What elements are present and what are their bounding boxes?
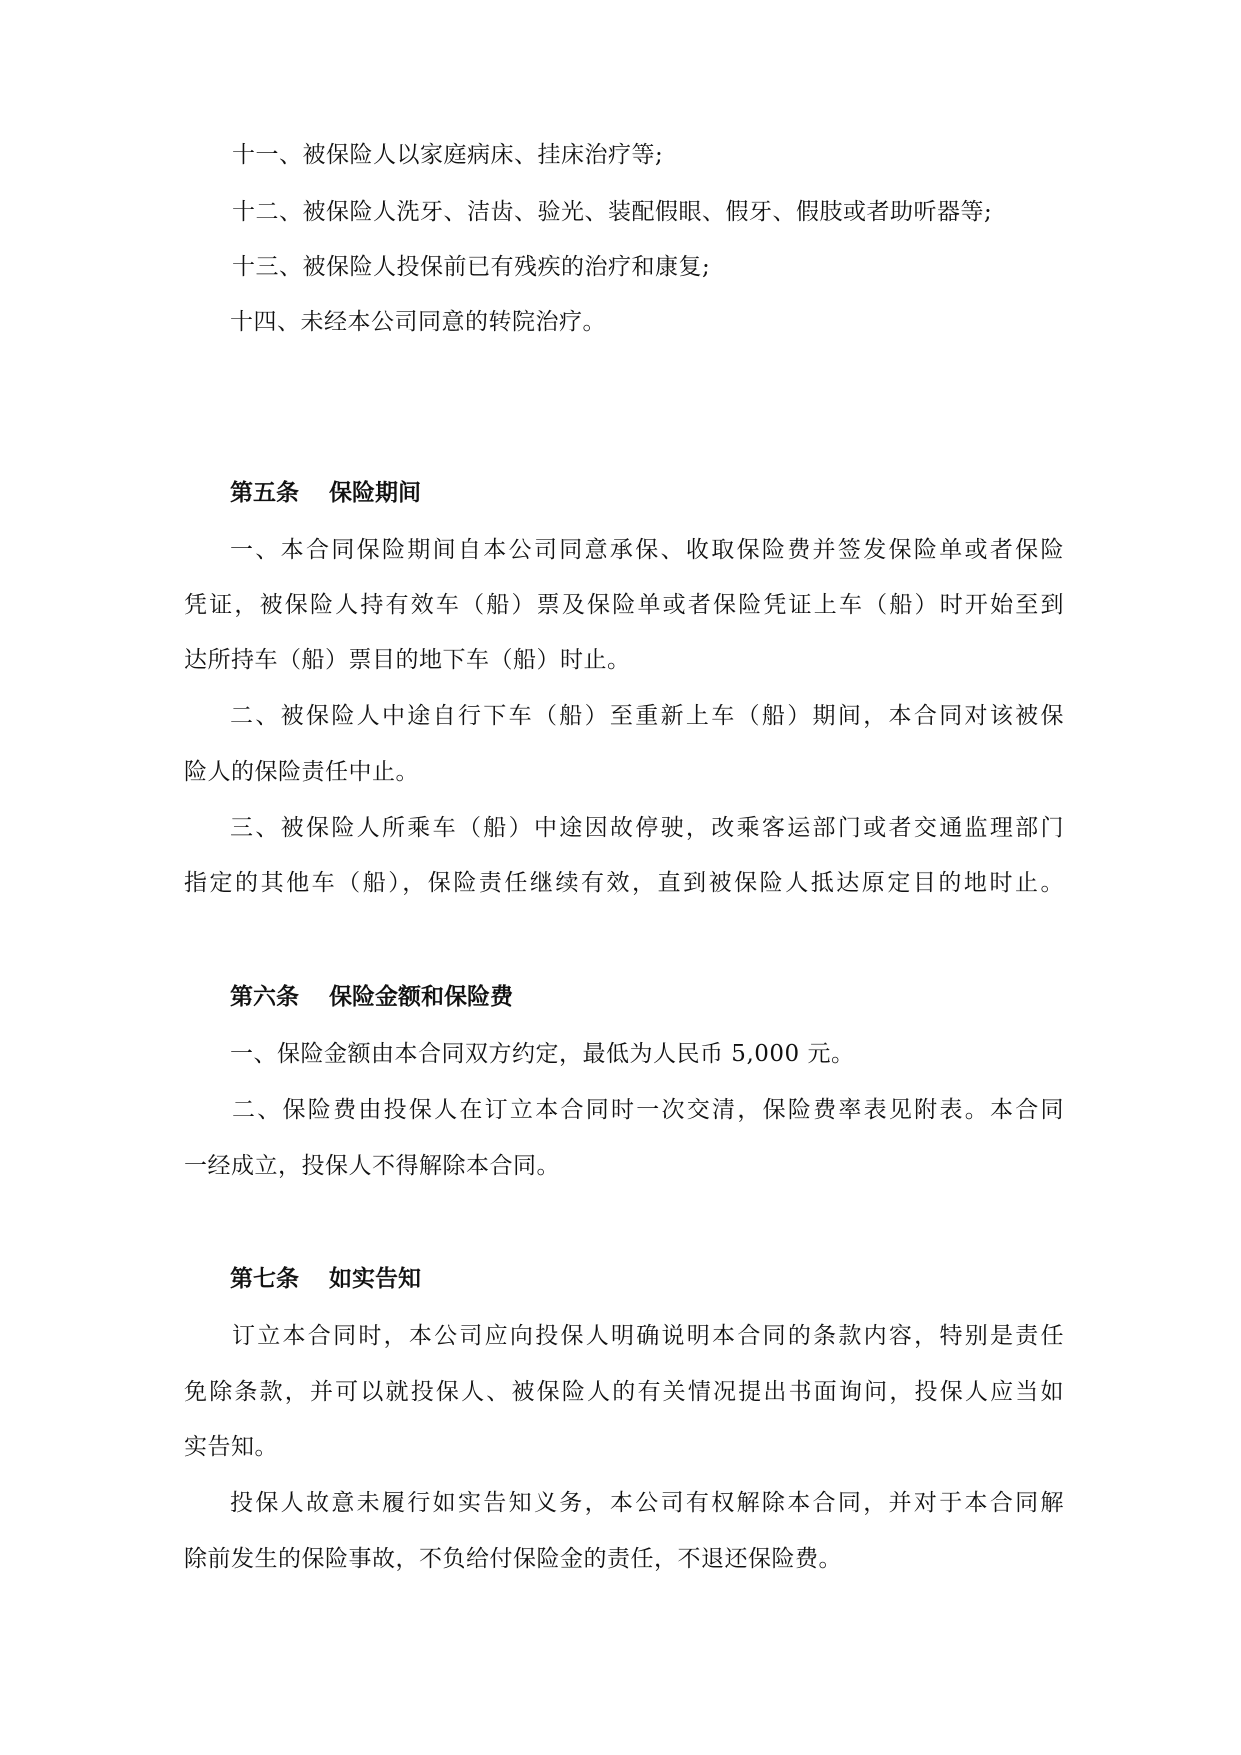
article6-line-3: 一经成立，投保人不得解除本合同。 bbox=[184, 1153, 560, 1179]
article5-line-7: 指定的其他车（船），保险责任继续有效，直到被保险人抵达原定目的地时止。 bbox=[184, 870, 1064, 896]
article5-line-1: 一、本合同保险期间自本公司同意承保、收取保险费并签发保险单或者保险 bbox=[230, 537, 1064, 563]
article5-line-4: 二、被保险人中途自行下车（船）至重新上车（船）期间，本合同对该被保 bbox=[230, 703, 1064, 729]
article6-heading bbox=[230, 982, 513, 1012]
article7-title: 如实告知 bbox=[329, 1266, 421, 1292]
article7-number: 第七条 bbox=[230, 1266, 299, 1292]
article7-heading bbox=[230, 1264, 421, 1294]
article5-title: 保险期间 bbox=[329, 480, 421, 506]
article5-heading bbox=[230, 478, 421, 508]
list-item-14: 十四、未经本公司同意的转院治疗。 bbox=[230, 309, 606, 335]
list-item-13: 十三、被保险人投保前已有残疾的治疗和康复; bbox=[232, 254, 711, 280]
article7-line-4: 投保人故意未履行如实告知义务，本公司有权解除本合同，并对于本合同解 bbox=[230, 1490, 1064, 1516]
article7-line-5: 除前发生的保险事故，不负给付保险金的责任，不退还保险费。 bbox=[184, 1546, 842, 1572]
article6-number: 第六条 bbox=[230, 984, 299, 1010]
article5-line-6: 三、被保险人所乘车（船）中途因故停驶，改乘客运部门或者交通监理部门 bbox=[230, 815, 1064, 841]
article7-line-3: 实告知。 bbox=[184, 1434, 278, 1460]
list-item-12: 十二、被保险人洗牙、洁齿、验光、装配假眼、假牙、假肢或者助听器等; bbox=[232, 199, 993, 225]
article5-line-2: 凭证，被保险人持有效车（船）票及保险单或者保险凭证上车（船）时开始至到 bbox=[184, 592, 1064, 618]
article6-line-2: 二、保险费由投保人在订立本合同时一次交清，保险费率表见附表。本合同 bbox=[232, 1097, 1064, 1123]
article6-title: 保险金额和保险费 bbox=[329, 984, 513, 1010]
article6-line-1: 一、保险金额由本合同双方约定，最低为人民币 5,000 元。 bbox=[230, 1041, 855, 1067]
article7-line-1: 订立本合同时，本公司应向投保人明确说明本合同的条款内容，特别是责任 bbox=[232, 1323, 1064, 1349]
article7-line-2: 免除条款，并可以就投保人、被保险人的有关情况提出书面询问，投保人应当如 bbox=[184, 1379, 1064, 1405]
article5-line-5: 险人的保险责任中止。 bbox=[184, 759, 419, 785]
article5-number: 第五条 bbox=[230, 480, 299, 506]
list-item-11: 十一、被保险人以家庭病床、挂床治疗等; bbox=[232, 142, 664, 168]
article5-line-3: 达所持车（船）票目的地下车（船）时止。 bbox=[184, 647, 631, 673]
